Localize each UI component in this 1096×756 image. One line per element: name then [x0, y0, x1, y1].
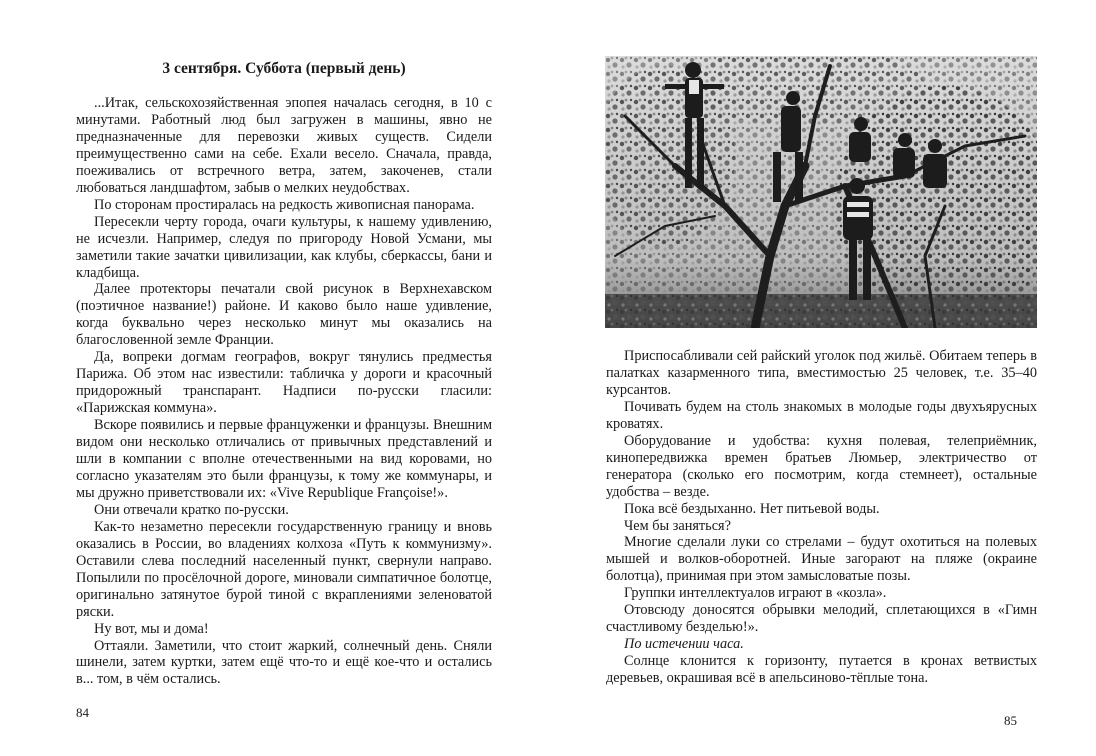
paragraph: Группки интеллектуалов играют в «козла». [624, 585, 887, 602]
paragraph: Оборудование и удобства: кухня полевая, телеприёмник, кинопередвижка времен братьев Люмьер, электричество от генератора (сколько его посмотрим, когда стемнеет), остальные удобства – везде. [606, 432, 1037, 500]
paragraph: Пока всё бездыханно. Нет питьевой воды. [624, 500, 880, 517]
paragraph: Солнце клонится к горизонту, путается в кронах ветвистых деревьев, окрашивая всё в апельсиново-тёплые тона. [606, 653, 1037, 687]
paragraph: Далее протекторы печатали свой рисунок в Верхнехавском (поэтичное название!) районе. И каково было наше удивление, когда буквально через несколько минут мы оказались на благословенной земле Франции. [76, 281, 492, 349]
right-page-text [606, 348, 1037, 687]
left-page-text [76, 95, 492, 688]
paragraph-italic: По истечении часа. [624, 636, 744, 653]
paragraph: Ну вот, мы и дома! [94, 620, 209, 637]
paragraph: По сторонам простиралась на редкость живописная панорама. [94, 196, 475, 213]
page-number-left: 84 [76, 705, 89, 720]
paragraph: Чем бы заняться? [624, 517, 731, 534]
page-number-right: 85 [1004, 713, 1017, 728]
paragraph: Вскоре появились и первые француженки и французы. Внешним видом они несколько отличались от привычных представлений и шли в компании с вполне отечественными на вид коровами, но согласно указателям это были французы, к тому же коммунары, и мы дружно приветствовали их: «Vive Republique Françoise!». [76, 417, 492, 501]
right-page [548, 0, 1096, 756]
paragraph: Отовсюду доносятся обрывки мелодий, сплетающихся в «Гимн счастливому безделью!». [606, 602, 1037, 636]
paragraph: Да, вопреки догмам географов, вокруг тянулись предместья Парижа. Об этом нас известили: табличка у дороги и красочный придорожный транспарант. Надписи по-русски гласили: «Парижская коммуна». [76, 349, 492, 417]
paragraph: Почивать будем на столь знакомых в молодые годы двухъярусных кроватях. [606, 398, 1037, 432]
chapter-title: 3 сентября. Суббота (первый день) [162, 60, 406, 77]
group-photo-in-tree [605, 56, 1037, 328]
paragraph: Они отвечали кратко по-русски. [94, 501, 289, 518]
paragraph: Пересекли черту города, очаги культуры, к нашему удивлению, не исчезли. Например, следуя по пригороду Новой Усмани, мы заметили такие зачатки цивилизации, как клубы, сберкассы, бани и кладбища. [76, 213, 492, 281]
paragraph: Оттаяли. Заметили, что стоит жаркий, солнечный день. Сняли шинели, затем куртки, затем ещё что-то и ещё кое-что и остались в... том, в чём остались. [76, 637, 492, 688]
paragraph: Как-то незаметно пересекли государственную границу и вновь оказались в России, во владениях колхоза «Путь к коммунизму». Оставили слева последний населенный пункт, свернули направо. Попылили по просёлочной дороге, миновали симпатичное болотце, оригинально затянутое бурой тиной с вкраплениями зеленоватой ряски. [76, 518, 492, 620]
paragraph: Многие сделали луки со стрелами – будут охотиться на полевых мышей и волков-оборотней. Иные загорают на пляже (окраине болотца), принимая при этом замысловатые позы. [606, 534, 1037, 585]
paragraph: ...Итак, сельскохозяйственная эпопея началась сегодня, в 10 с минутами. Работный люд был загружен в машины, явно не предназначенные для перевозки живых существ. Сидели преимущественно сами на себе. Ехали весело. Сначала, правда, поеживались от встречного ветра, затем, закоченев, стали любоваться ландшафтом, забыв о мелких неудобствах. [76, 95, 492, 196]
paragraph: Приспосабливали сей райский уголок под жильё. Обитаем теперь в палатках казарменного типа, вместимостью 25 человек, т.е. 35–40 курсантов. [606, 348, 1037, 398]
